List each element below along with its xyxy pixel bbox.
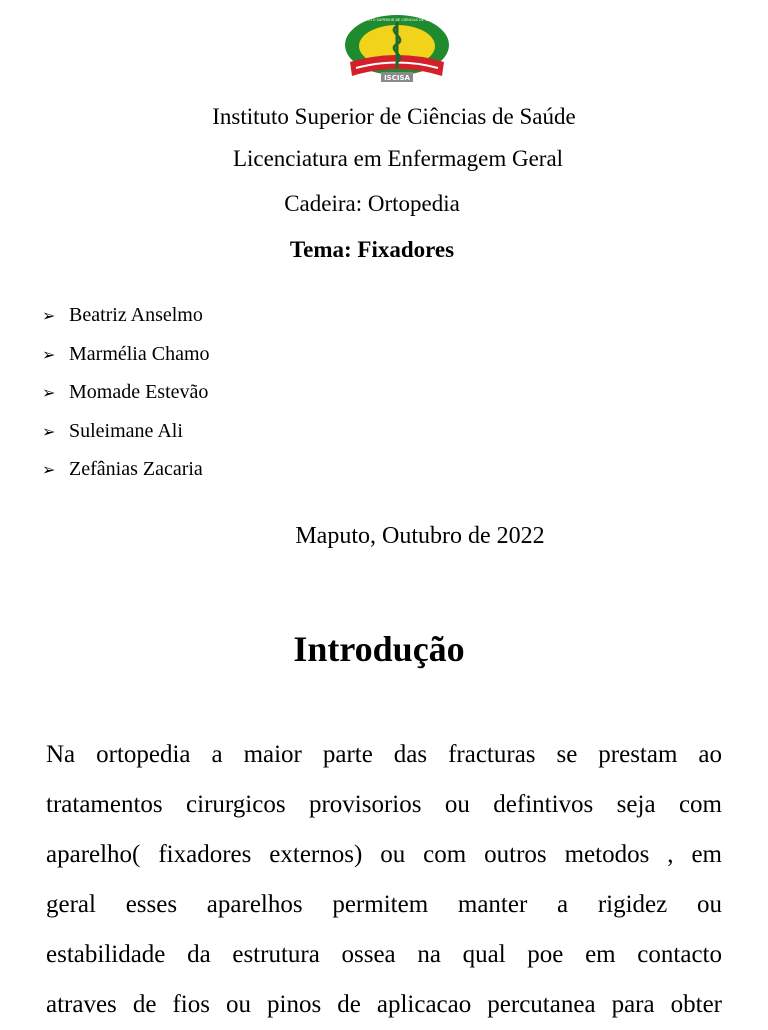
topic-title: Tema: Fixadores xyxy=(289,237,455,262)
paragraph-line: tratamentos cirurgicos provisorios ou defintivos seja com xyxy=(46,791,722,818)
paragraph-line: atraves de fios ou pinos de aplicacao percutanea para obter xyxy=(46,991,722,1018)
author-item xyxy=(42,381,210,420)
paragraph-line: geral esses aparelhos permitem manter a rigidez ou xyxy=(46,891,722,918)
logo-ring-text: INSTITUTO SUPERIOR DE CIÊNCIAS DE SAÚDE xyxy=(356,18,438,22)
author-item xyxy=(42,304,210,343)
subject-name: Cadeira: Ortopedia xyxy=(284,191,460,216)
author-name: Suleimane Ali xyxy=(69,419,183,442)
arrow-bullet-icon: ➢ xyxy=(42,462,56,479)
paragraph-line: aparelho( fixadores externos) ou com outros metodos , em xyxy=(46,841,722,868)
author-item xyxy=(42,343,210,382)
author-name: Zefânias Zacaria xyxy=(69,458,203,480)
author-name: Beatriz Anselmo xyxy=(69,304,203,326)
section-heading-introduction: Introdução xyxy=(293,629,465,669)
author-item xyxy=(42,458,210,497)
author-list xyxy=(42,304,210,497)
author-item xyxy=(42,420,210,459)
author-name: Momade Estevão xyxy=(69,381,209,403)
arrow-bullet-icon: ➢ xyxy=(42,423,56,441)
arrow-bullet-icon: ➢ xyxy=(42,346,56,364)
paragraph-line: Na ortopedia a maior parte das fracturas se prestam ao xyxy=(46,741,722,768)
paragraph-line: estabilidade da estrutura ossea na qual poe em contacto xyxy=(46,941,722,968)
logo-banner-text: ISCISA xyxy=(384,74,410,82)
institute-logo xyxy=(342,12,452,86)
arrow-bullet-icon: ➢ xyxy=(42,308,56,325)
institute-name: Instituto Superior de Ciências de Saúde xyxy=(212,104,576,129)
place-date: Maputo, Outubro de 2022 xyxy=(295,523,545,549)
introduction-paragraph xyxy=(46,730,722,1030)
author-name: Marmélia Chamo xyxy=(69,342,210,365)
arrow-bullet-icon: ➢ xyxy=(42,385,56,402)
course-name: Licenciatura em Enfermagem Geral xyxy=(232,146,564,171)
